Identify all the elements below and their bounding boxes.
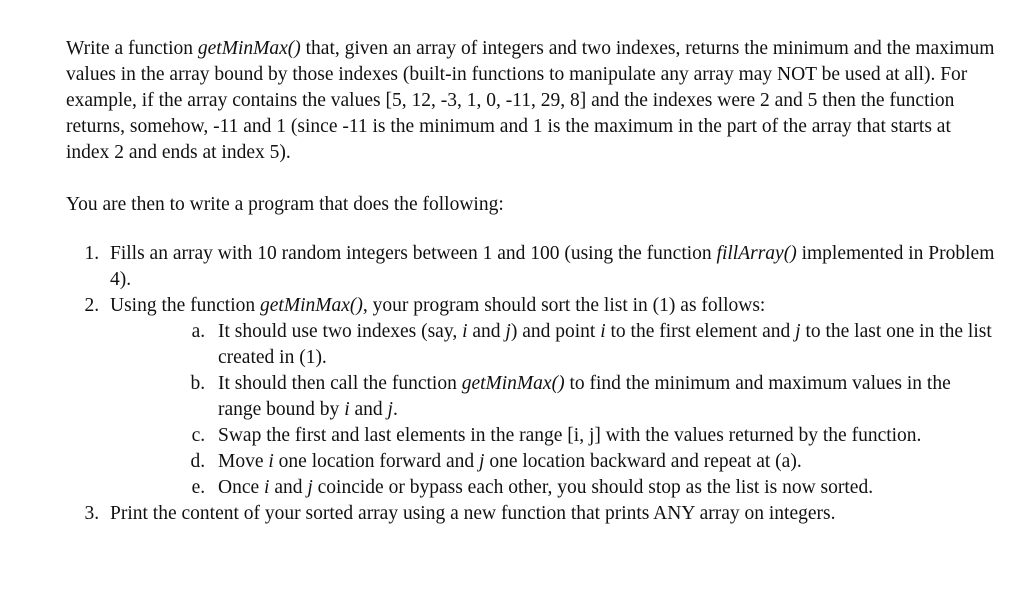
substep-b-text-1: It should then call the function — [218, 373, 462, 394]
substep-b-text-3: and — [349, 399, 388, 420]
substep-b-text-4: . — [392, 399, 398, 420]
substep-b-text-2: to find the minimum and maximum values in the range bound by — [218, 373, 951, 420]
substep-a-text-2: and — [467, 321, 506, 342]
var-i: i — [600, 321, 606, 342]
var-j: j — [505, 321, 511, 342]
substeps-list — [110, 319, 996, 501]
var-i: i — [344, 399, 350, 420]
step-2-text-1: Using the function — [110, 295, 261, 316]
substep-b — [210, 371, 996, 423]
substep-a — [210, 319, 996, 371]
var-i: i — [264, 477, 270, 498]
substep-a-text-3: ) and point — [510, 321, 601, 342]
substep-c — [210, 423, 996, 449]
var-j: j — [307, 477, 313, 498]
var-i: i — [462, 321, 468, 342]
step-1 — [104, 241, 996, 293]
var-j: j — [795, 321, 801, 342]
step-1-text-1: Fills an array with 10 random integers between 1 and 100 (using the function — [110, 243, 717, 264]
intro-text-1: Write a function — [66, 38, 198, 59]
function-name-getminmax: getMinMax() — [197, 38, 301, 59]
var-i: i — [268, 451, 274, 472]
steps-list — [66, 241, 996, 527]
step-2 — [104, 293, 996, 501]
function-name-fillarray: fillArray() — [716, 243, 797, 264]
substep-a-text-4: to the first element and — [605, 321, 796, 342]
substep-e-text-3: coincide or bypass each other, you should stop as the list is now sorted. — [312, 477, 874, 498]
step-3 — [104, 501, 996, 527]
substep-a-text-5: to the last one in the list created in (1). — [218, 321, 992, 368]
substep-d-text-2: one location forward and — [273, 451, 480, 472]
function-name-getminmax: getMinMax() — [260, 295, 363, 316]
function-name-getminmax: getMinMax() — [461, 373, 565, 394]
substep-c-text-1: Swap the first and last elements in the range [i, j] with the values returned by the function. — [218, 425, 922, 446]
step-3-text-1: Print the content of your sorted array using a new function that prints ANY array on integers. — [110, 503, 836, 524]
substep-d-text-1: Move — [218, 451, 269, 472]
substep-d — [210, 449, 996, 475]
intro-paragraph — [66, 36, 996, 166]
step-1-text-2: implemented in Problem 4). — [110, 243, 995, 290]
substep-d-text-3: one location backward and repeat at (a). — [484, 451, 802, 472]
var-j: j — [387, 399, 393, 420]
step-2-text-2: , your program should sort the list in (1) as follows: — [362, 295, 766, 316]
substep-a-text-1: It should use two indexes (say, — [218, 321, 463, 342]
substep-e — [210, 475, 996, 501]
substep-e-text-2: and — [269, 477, 308, 498]
lead-paragraph: You are then to write a program that does the following: — [66, 194, 504, 215]
document-page — [66, 36, 996, 527]
var-j: j — [479, 451, 485, 472]
substep-e-text-1: Once — [218, 477, 265, 498]
intro-text-2: that, given an array of integers and two indexes, returns the minimum and the maximum values in the array bound by those indexes (built-in functions to manipulate any array may NOT be used at all). For example, if the array contains the values [5, 12, -3, 1, 0, -11, 29, 8] and the indexes were 2 and 5 then the function returns, somehow, -11 and 1 (since -11 is the minimum and 1 is the maximum in the part of the array that starts at index 2 and ends at index 5). — [66, 38, 995, 163]
